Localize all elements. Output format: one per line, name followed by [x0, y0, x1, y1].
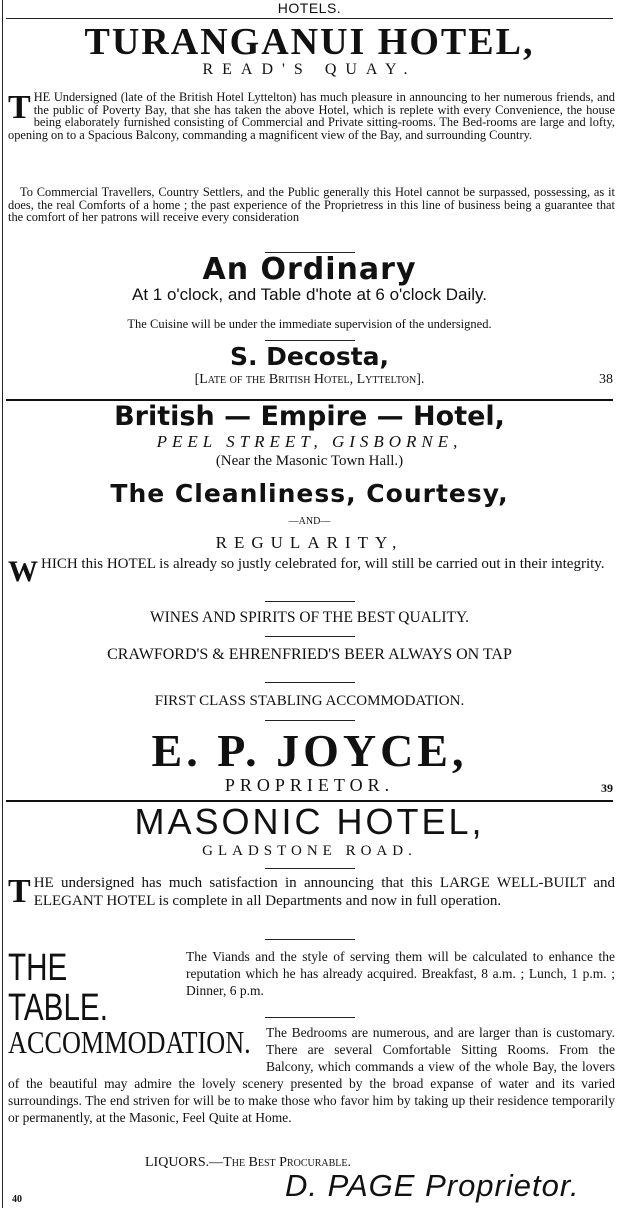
ad-number: 40	[12, 1194, 22, 1205]
british-empire-proprietor-title: PROPRIETOR.	[224, 775, 395, 795]
regularity-line: REGULARITY,	[215, 533, 404, 552]
ad-number: 39	[601, 781, 613, 795]
table-text: The Viands and the style of serving them will be calculated to enhance the reputation which he has already acquired. Breakfast, 8 a.m. ; Lunch, 1 p.m. ; Dinner, 6 p.m.	[186, 949, 615, 998]
turanganui-para2: To Commercial Travellers, Country Settlers, and the Public generally this Hotel cannot be surpassed, possessing, as it does, the real Comforts of a home ; the past experience of the Proprietress in this line of business being a guarantee that the comfort of her patrons will receive every consideration	[8, 185, 615, 225]
british-empire-near: (Near the Masonic Town Hall.)	[215, 453, 404, 469]
masonic-proprietor-signature: D. PAGE Proprietor.	[285, 1168, 580, 1203]
header-rule	[6, 18, 613, 19]
turanganui-subtitle: READ'S QUAY.	[202, 61, 417, 78]
ad-number: 38	[599, 372, 613, 387]
liquors-line: LIQUORS.—The Best Procurable.	[145, 1155, 352, 1170]
accommodation-text: The Bedrooms are numerous, and are larger than is customary. There are several Comfortable Sitting Rooms. From the Balcony, which commands a view of the whole Bay, the lovers of the beautiful may admire the lovely scenery presented by the broad expanse of water and its varied surroundings. The end striven for will be to make those who favor him by taking up their residence temporarily or permanently, at the Masonic, Feel Quite at Home.	[8, 1025, 615, 1125]
beer-line: CRAWFORD'S & EHRENFRIED'S BEER ALWAYS ON TAP	[107, 646, 512, 663]
turanganui-para1: HE Undersigned (late of the British Hotel Lyttelton) has much pleasure in announcing to her numerous friends, and the public of Poverty Bay, that she has taken the above Hotel, which is replete with every Convenience, the house being elaborately furnished consisting of Commercial and Private sitting-rooms. The Bed-rooms are large and lofty, opening on to a Spacious Balcony, commanding a magnificent view of the Bay, and surrounding Country.	[8, 90, 615, 142]
masonic-road: GLADSTONE ROAD.	[202, 843, 417, 859]
turanganui-proprietor: S. Decosta,	[229, 342, 390, 371]
and-connector: —AND—	[288, 516, 331, 527]
drop-cap: T	[8, 89, 31, 126]
british-empire-slogan: The Cleanliness, Courtesy,	[110, 479, 509, 508]
accommodation-heading: ACCOMMODATION.	[8, 1024, 251, 1060]
drop-cap: W	[8, 555, 38, 588]
accommodation-paragraph	[0, 1024, 619, 1126]
british-empire-street: PEEL STREET, GISBORNE,	[156, 432, 463, 451]
table-heading: THE TABLE.	[8, 947, 108, 1029]
ordinary-line: At 1 o'clock, and Table d'hote at 6 o'clock Daily.	[132, 285, 487, 304]
which-paragraph	[0, 556, 619, 586]
masonic-intro-text: HE undersigned has much satisfaction in announcing that this LARGE WELL-BUILT and ELEGANT HOTEL is complete in all Departments and now in full operation.	[33, 875, 615, 909]
turanganui-late-of: [Late of the British Hotel, Lyttelton].	[194, 372, 425, 387]
stabling-line: FIRST CLASS STABLING ACCOMMODATION.	[154, 693, 465, 709]
turanganui-intro	[0, 91, 619, 141]
british-empire-title: British — Empire — Hotel,	[114, 401, 505, 432]
wines-line: WINES AND SPIRITS OF THE BEST QUALITY.	[149, 609, 470, 626]
drop-cap: T	[8, 873, 31, 910]
masonic-intro	[0, 874, 619, 910]
section-header: HOTELS.	[277, 0, 342, 16]
cuisine-line: The Cuisine will be under the immediate supervision of the undersigned.	[127, 317, 492, 331]
turanganui-title: TURANGANUI HOTEL,	[84, 21, 535, 63]
ordinary-heading: An Ordinary	[202, 252, 417, 287]
british-empire-proprietor-name: E. P. JOYCE,	[151, 725, 468, 776]
which-text: HICH this HOTEL is already so justly celebrated for, will still be carried out in their integrity.	[41, 556, 605, 572]
masonic-title: MASONIC HOTEL,	[134, 801, 485, 842]
